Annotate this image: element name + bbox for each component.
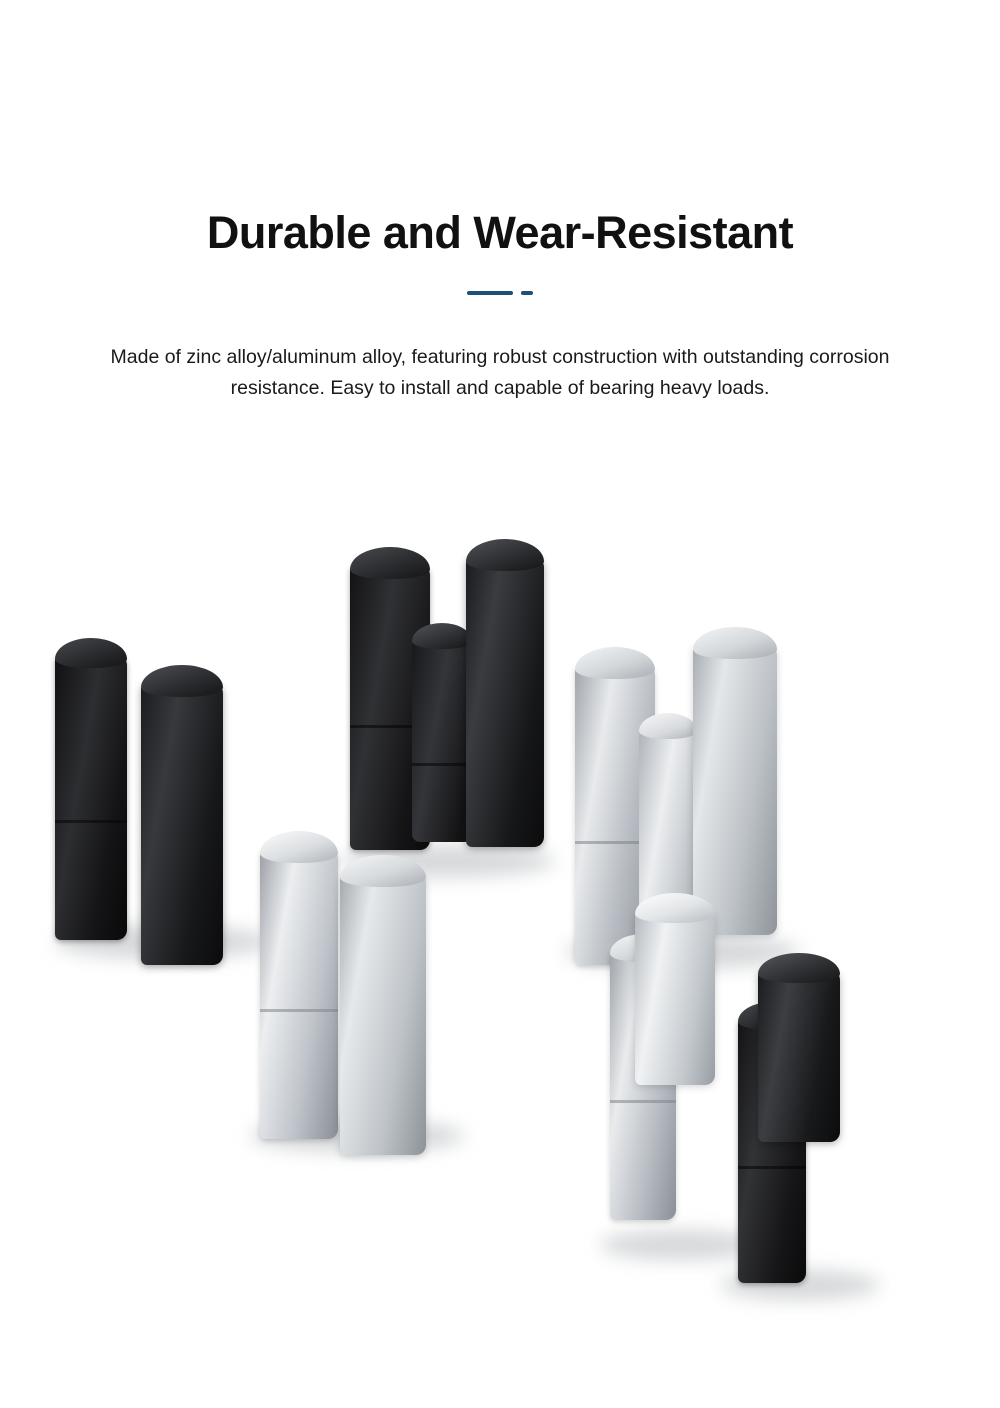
- hinge-leaf-right: [693, 645, 777, 935]
- hinge-leaf-right-top: [466, 539, 544, 571]
- hinge-leaf-right: [340, 873, 426, 1155]
- hinge-black-top-center: [340, 555, 555, 875]
- hinge-leaf-center-top: [639, 713, 697, 739]
- hinge-black-left: [55, 645, 270, 965]
- hinge-silver-center: [250, 835, 465, 1155]
- hinge-leaf-left-top: [55, 638, 127, 668]
- hinge-leaf-left: [55, 655, 127, 940]
- hinge-leaf-center: [412, 637, 472, 842]
- hinge-leaf-left-seam: [738, 1166, 806, 1169]
- hinge-leaf-center-top: [412, 623, 472, 649]
- hinge-leaf-right: [141, 683, 223, 965]
- hinge-leaf-right: [758, 970, 840, 1142]
- hinge-leaf-left-seam: [610, 1100, 676, 1103]
- hinge-black-bottom-right: [720, 970, 890, 1300]
- hinge-leaf-center-seam: [412, 763, 472, 766]
- hinge-leaf-left-seam: [260, 1009, 338, 1012]
- hinge-leaf-right-top: [141, 665, 223, 697]
- hinge-leaf-right-top: [340, 855, 426, 887]
- divider-bar-short: [521, 291, 533, 295]
- page-title: Durable and Wear-Resistant: [206, 207, 794, 259]
- hinge-leaf-right-top: [693, 627, 777, 659]
- hinge-leaf-right: [466, 557, 544, 847]
- hinge-leaf-left-top: [350, 547, 430, 579]
- hinge-leaf-left: [260, 849, 338, 1139]
- page-description: Made of zinc alloy/aluminum alloy, featuring robust construction with outstanding corrosion resistance. Easy to install and capable of bearing heavy loads.: [110, 345, 890, 400]
- divider-bar-long: [467, 291, 513, 295]
- product-photo: [0, 470, 1000, 1350]
- title-divider: [0, 288, 1000, 298]
- hinge-leaf-left-top: [260, 831, 338, 863]
- hinge-leaf-left-top: [575, 647, 655, 679]
- hinge-leaf-left-seam: [55, 820, 127, 823]
- hinge-leaf-right: [635, 910, 715, 1085]
